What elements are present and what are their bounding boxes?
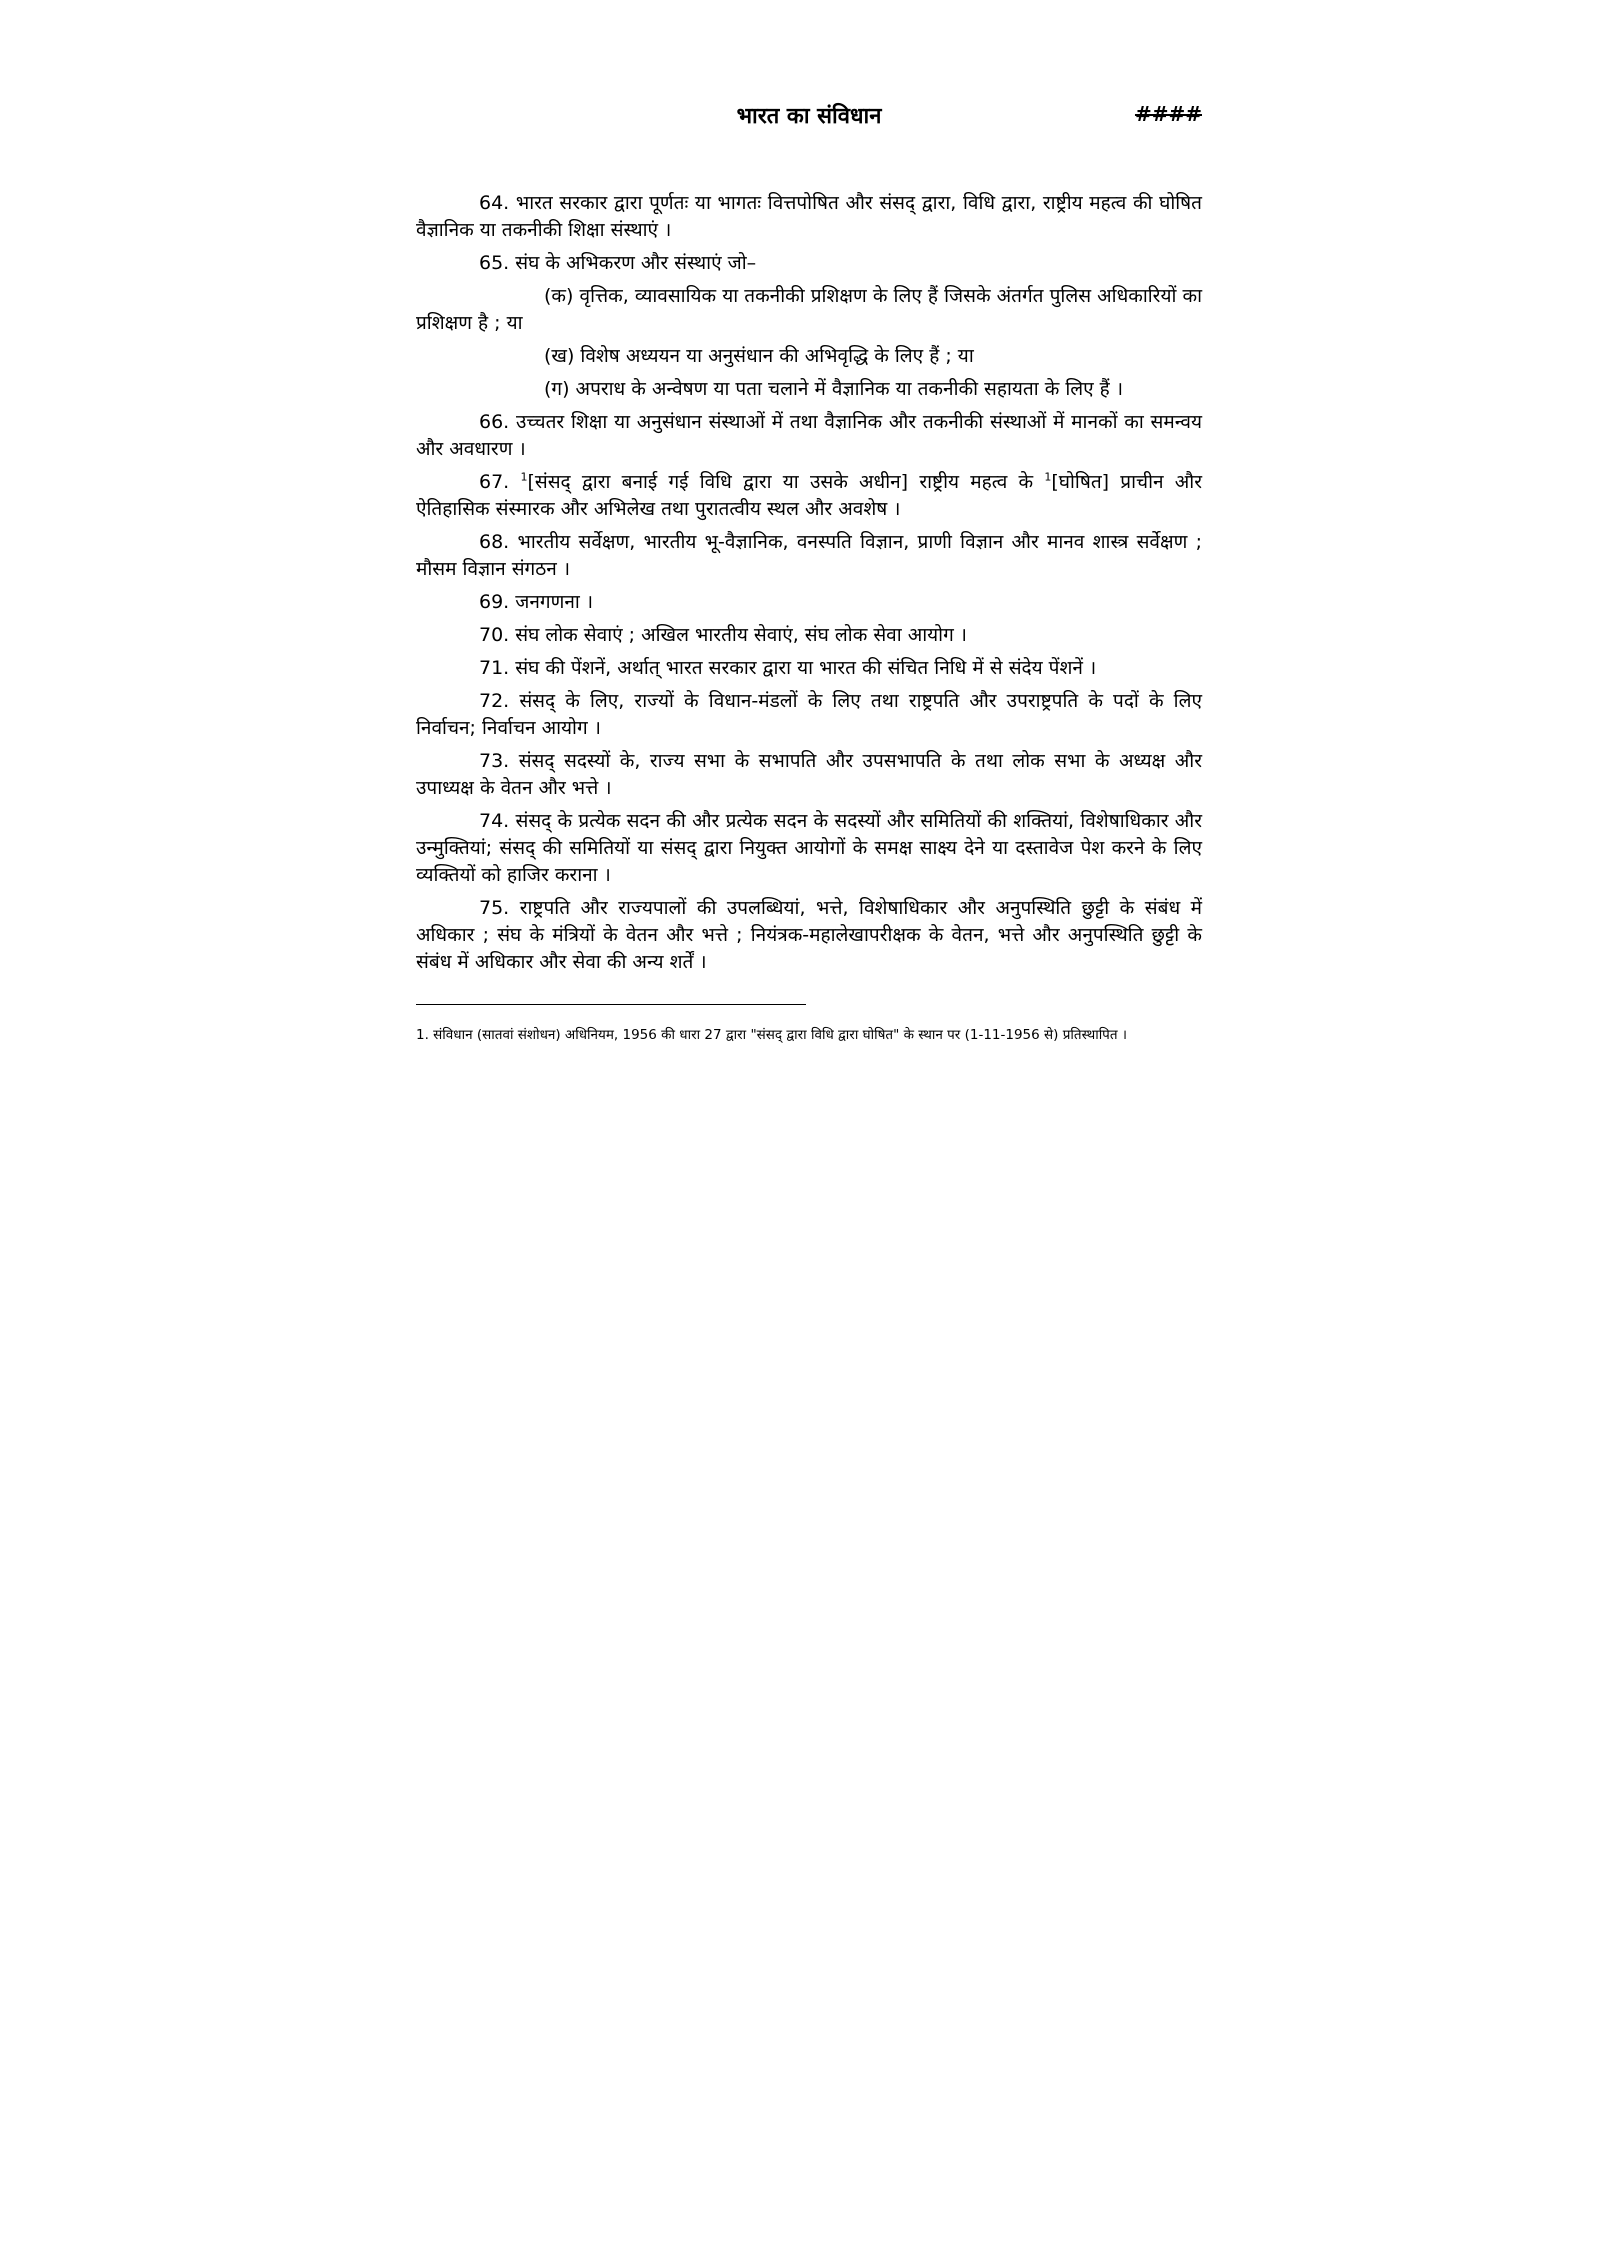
sub-clause: (ख) विशेष अध्ययन या अनुसंधान की अभिवृद्धि के लिए हैं ; या (544, 345, 974, 367)
entry-text: [घोषित] प्राचीन और ऐतिहासिक संस्मारक और अभिलेख तथा पुरातत्वीय स्थल और अवशेष । (416, 471, 1202, 520)
list-entry: 73. संसद् सदस्यों के, राज्य सभा के सभापति और उपसभापति के तथा लोक सभा के अध्यक्ष और उपाध्यक्ष के वेतन और भत्ते । (416, 750, 1202, 799)
list-entry: 74. संसद् के प्रत्येक सदन की और प्रत्येक सदन के सदस्यों और समितियों की शक्तियां, विशेषाधिकार और उन्मुक्तियां; संसद् की समितियों या संसद् द्वारा नियुक्त आयोगों के समक्ष साक्ष्य देने या दस्तावेज पेश करने के लिए व्यक्तियों को हाजिर कराना । (416, 810, 1202, 886)
list-entry: 68. भारतीय सर्वेक्षण, भारतीय भू-वैज्ञानिक, वनस्पति विज्ञान, प्राणी विज्ञान और मानव शास्त्र सर्वेक्षण ; मौसम विज्ञान संगठन । (416, 531, 1202, 580)
list-entry (416, 469, 1202, 523)
entry-text: 67. (479, 471, 521, 493)
list-entry: 64. भारत सरकार द्वारा पूर्णतः या भागतः वित्तपोषित और संसद् द्वारा, विधि द्वारा, राष्ट्रीय महत्व की घोषित वैज्ञानिक या तकनीकी शिक्षा संस्थाएं । (416, 192, 1202, 241)
page-header (416, 96, 1202, 136)
footnote-divider (416, 1004, 806, 1005)
list-entry: 71. संघ की पेंशनें, अर्थात् भारत सरकार द्वारा या भारत की संचित निधि में से संदेय पेंशनें । (479, 657, 1097, 679)
document-page (416, 96, 1202, 1048)
footnote-ref: 1 (1044, 470, 1052, 484)
footnote: 1. संविधान (सातवां संशोधन) अधिनियम, 1956 की धारा 27 द्वारा "संसद् द्वारा विधि द्वारा घोषित" के स्थान पर (1-11-1956 से) प्रतिस्थापित । (416, 1027, 1127, 1043)
list-entry: 65. संघ के अभिकरण और संस्थाएं जो– (479, 252, 757, 274)
sub-clause: (क) वृत्तिक, व्यावसायिक या तकनीकी प्रशिक्षण के लिए हैं जिसके अंतर्गत पुलिस अधिकारियों का प्रशिक्षण है ; या (416, 285, 1202, 334)
list-entry: 72. संसद् के लिए, राज्यों के विधान-मंडलों के लिए तथा राष्ट्रपति और उपराष्ट्रपति के पदों के लिए निर्वाचन; निर्वाचन आयोग । (416, 690, 1202, 739)
entry-text: [संसद् द्वारा बनाई गई विधि द्वारा या उसके अधीन] राष्ट्रीय महत्व के (527, 471, 1045, 493)
list-entry: 69. जनगणना । (479, 591, 594, 613)
page-number-mark: #### (1134, 102, 1202, 126)
page-title: भारत का संविधान (736, 104, 882, 129)
document-body (416, 190, 1202, 976)
list-entry: 66. उच्चतर शिक्षा या अनुसंधान संस्थाओं में तथा वैज्ञानिक और तकनीकी संस्थाओं में मानकों का समन्वय और अवधारण । (416, 411, 1202, 460)
list-entry: 75. राष्ट्रपति और राज्यपालों की उपलब्धियां, भत्ते, विशेषाधिकार और अनुपस्थिति छुट्टी के संबंध में अधिकार ; संघ के मंत्रियों के वेतन और भत्ते ; नियंत्रक-महालेखापरीक्षक के वेतन, भत्ते और अनुपस्थिति छुट्टी के संबंध में अधिकार और सेवा की अन्य शर्तें । (416, 897, 1202, 973)
footnote-ref: 1 (520, 470, 528, 484)
sub-clause: (ग) अपराध के अन्वेषण या पता चलाने में वैज्ञानिक या तकनीकी सहायता के लिए हैं । (544, 378, 1124, 400)
list-entry: 70. संघ लोक सेवाएं ; अखिल भारतीय सेवाएं, संघ लोक सेवा आयोग । (479, 624, 968, 646)
